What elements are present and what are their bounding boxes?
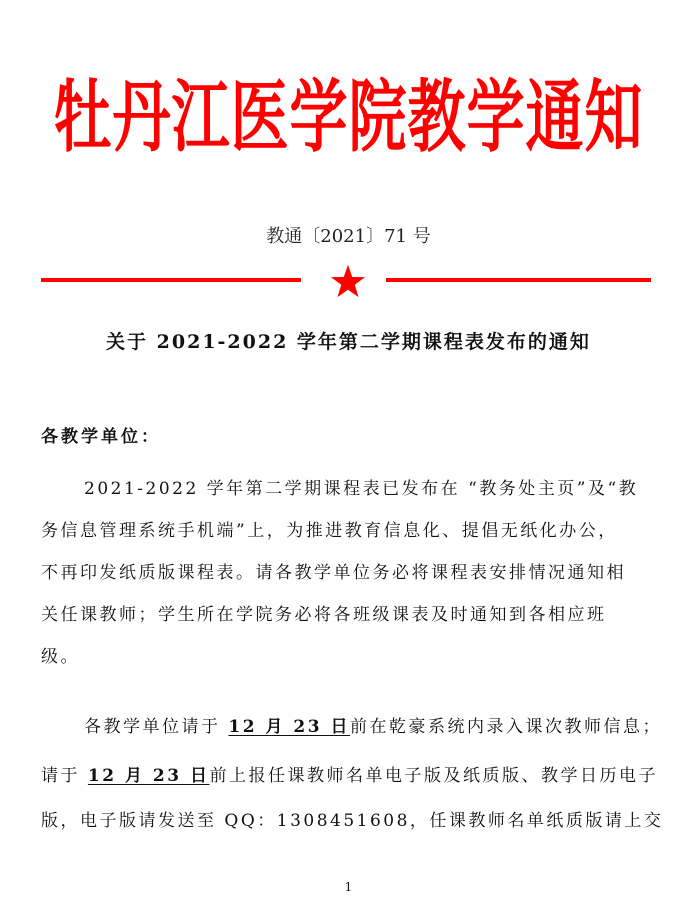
deadline-date-2: 12 月 23 日 bbox=[87, 766, 210, 786]
red-rule-left bbox=[41, 278, 301, 282]
paragraph1-line5: 级。 bbox=[41, 647, 80, 667]
paragraph2-line2 bbox=[41, 765, 658, 787]
page-number: 1 bbox=[344, 880, 353, 894]
notice-title: 关于 2021-2022 学年第二学期课程表发布的通知 bbox=[106, 331, 591, 353]
salutation: 各教学单位： bbox=[41, 427, 161, 447]
paragraph2-line2-prefix: 请于 bbox=[41, 766, 88, 786]
paragraph2-line1 bbox=[84, 716, 662, 738]
document-number: 教通〔2021〕71 号 bbox=[266, 226, 431, 247]
paragraph2-line3: 版，电子版请发送至 QQ：1308451608，任课教师名单纸质版请上交 bbox=[41, 811, 664, 831]
paragraph2-line1-suffix: 前在乾豪系统内录入课次教师信息； bbox=[349, 717, 662, 737]
paragraph1-line4: 关任课教师；学生所在学院务必将各班级课表及时通知到各相应班 bbox=[41, 605, 607, 625]
paragraph1-line1: 2021-2022 学年第二学期课程表已发布在 “教务处主页”及“教 bbox=[84, 479, 639, 499]
paragraph1-line3: 不再印发纸质版课程表。请各教学单位务必将课程表安排情况通知相 bbox=[41, 563, 626, 583]
paragraph2-line2-suffix: 前上报任课教师名单电子版及纸质版、教学日历电子 bbox=[209, 766, 658, 786]
red-star-icon bbox=[330, 264, 366, 298]
red-rule-right bbox=[386, 278, 651, 282]
masthead-title: 牡丹江医学院教学通知 bbox=[53, 71, 644, 164]
deadline-date-1: 12 月 23 日 bbox=[228, 717, 350, 737]
paragraph2-line1-prefix: 各教学单位请于 bbox=[84, 717, 229, 737]
paragraph1-line2: 务信息管理系统手机端”上，为推进教育信息化、提倡无纸化办公， bbox=[41, 521, 618, 541]
